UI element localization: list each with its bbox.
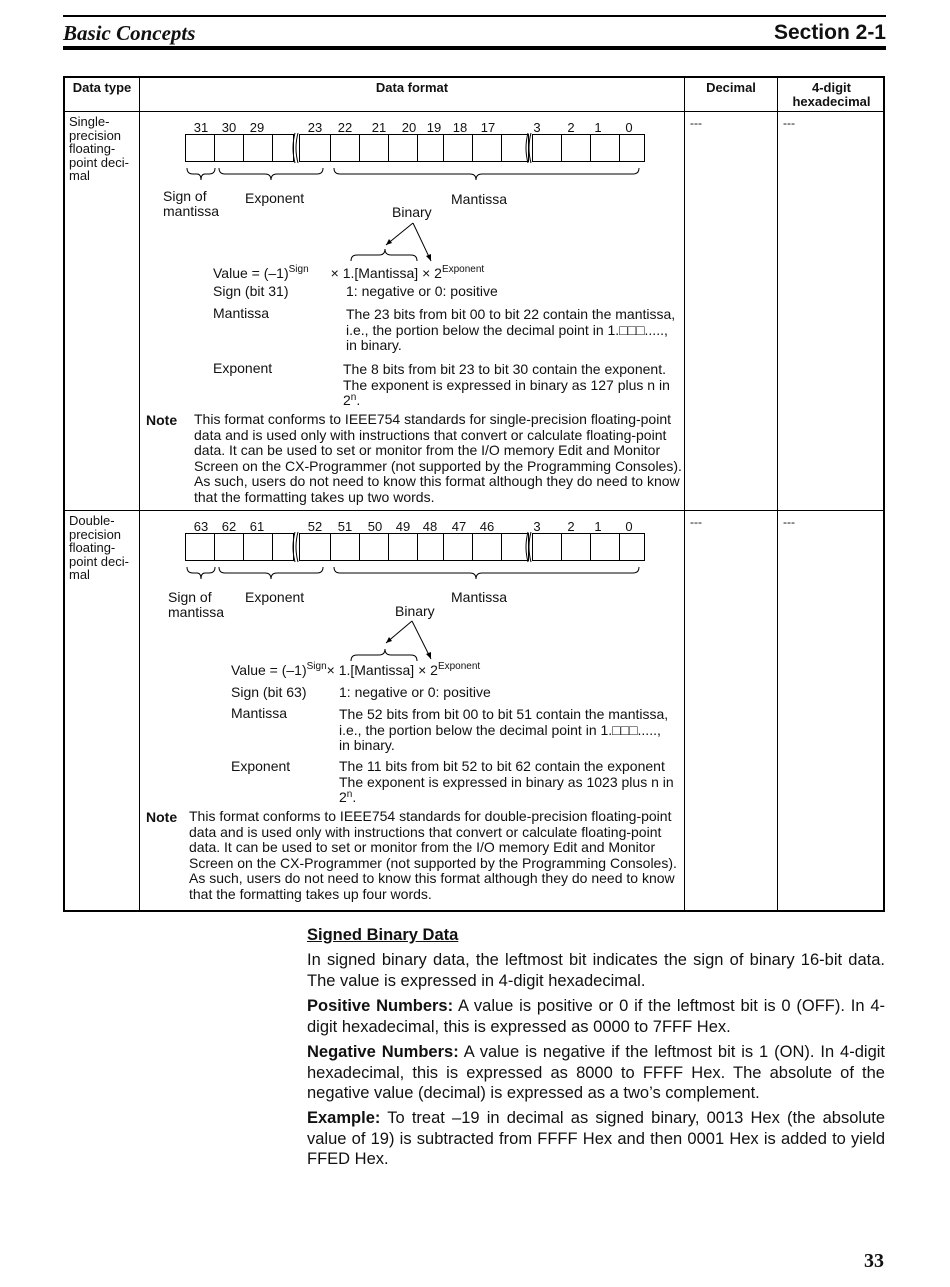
exponent-superscript: n	[346, 789, 353, 800]
header-rule-bottom	[63, 46, 886, 50]
mantissa-description: The 23 bits from bit 00 to bit 22 contain the mantissa, i.e., the portion below the decimal point in 1.□□□....., in binary.	[346, 306, 676, 353]
bit-number: 52	[307, 519, 323, 534]
negative-numbers-paragraph	[307, 1042, 885, 1104]
hex-value: ---	[783, 515, 795, 529]
bit-number: 0	[625, 120, 633, 135]
signed-binary-intro: In signed binary data, the leftmost bit indicates the sign of binary 16-bit data. The value is expressed in 4-digit hexadecimal.	[307, 951, 885, 990]
bit-break-marks	[185, 533, 645, 563]
column-divider	[777, 78, 778, 910]
bit-number: 61	[249, 519, 265, 534]
mantissa-term: Mantissa	[213, 305, 270, 321]
bit-number: 50	[367, 519, 383, 534]
bit-number: 18	[452, 120, 468, 135]
exponent-description	[339, 759, 674, 806]
exponent-description-end: .	[356, 392, 361, 408]
bit-number: 2	[567, 120, 575, 135]
decimal-value: ---	[690, 515, 702, 529]
formula-middle: × 1.[Mantissa] × 2	[330, 265, 442, 281]
bit-number: 17	[480, 120, 496, 135]
bit-number: 2	[567, 519, 575, 534]
bit-break-marks	[185, 134, 645, 164]
bit-number: 49	[395, 519, 411, 534]
exponent-field-label: Exponent	[245, 190, 305, 206]
sign-term: Sign (bit 31)	[213, 283, 289, 299]
bit-number: 48	[422, 519, 438, 534]
bit-cell-row	[185, 134, 645, 164]
negative-numbers-label: Negative Numbers:	[307, 1043, 459, 1061]
positive-numbers-text: A value is positive or 0 if the leftmost bit is 0 (OFF). In 4-digit hexadecimal, this is expressed as 0000 to 7FFF Hex.	[307, 997, 886, 1036]
row-data-type: Single- precision floating- point deci- mal	[69, 114, 129, 183]
sign-of-mantissa-label: Sign of mantissa	[168, 589, 225, 620]
binary-label: Binary	[392, 204, 432, 220]
exponent-field-label: Exponent	[245, 589, 305, 605]
sign-of-mantissa-label: Sign of mantissa	[163, 188, 220, 219]
negative-numbers-text: A value is negative if the leftmost bit is 1 (ON). In 4-digit hexadecimal, this is expressed as 8000 to FFFF Hex. The absolute of the negative value (decimal) is expressed as a two’s complement.	[307, 1043, 885, 1102]
binary-label: Binary	[395, 603, 435, 619]
formula-value: Value = (–1)	[213, 265, 289, 281]
bit-number: 51	[337, 519, 353, 534]
value-formula	[213, 264, 484, 281]
mantissa-field-label: Mantissa	[451, 191, 508, 207]
example-paragraph	[307, 1108, 885, 1170]
bit-number: 22	[337, 120, 353, 135]
section-title: Basic Concepts	[63, 21, 196, 45]
bit-number: 31	[193, 120, 209, 135]
page-number: 33	[864, 1250, 884, 1272]
bit-cell-row	[185, 533, 645, 563]
bit-number: 23	[307, 120, 323, 135]
header-data-type: Data type	[72, 80, 132, 95]
bit-number: 19	[426, 120, 442, 135]
data-format-table	[63, 76, 885, 912]
exponent-superscript: n	[350, 392, 357, 403]
positive-numbers-label: Positive Numbers:	[307, 997, 454, 1015]
formula-exponent-superscript: Exponent	[441, 264, 485, 275]
formula-sign-superscript: Sign	[288, 264, 309, 275]
decimal-value: ---	[690, 116, 702, 130]
note-text: This format conforms to IEEE754 standards for single-precision floating-point data and is used only with instructions that convert or calculate floating-point data. It can be used to set or monitor from the I/O memory Edit and Monitor Screen on the CX-Programmer (not supported by the Programming Consoles). As such, users do not need to know this format although they do need to know that the formatting takes up two words.	[194, 411, 682, 505]
exponent-term: Exponent	[231, 758, 291, 774]
bit-number: 1	[594, 519, 602, 534]
bit-number: 1	[594, 120, 602, 135]
exponent-description-text: The 8 bits from bit 23 to bit 30 contain the exponent. The exponent is expressed in binary as 127 plus n in 2	[343, 361, 670, 408]
formula-middle: × 1.[Mantissa] × 2	[326, 662, 438, 678]
exponent-description-end: .	[352, 789, 357, 805]
section-number: Section 2-1	[773, 21, 886, 44]
example-label: Example:	[307, 1109, 381, 1127]
sign-description: 1: negative or 0: positive	[346, 283, 498, 299]
formula-sign-superscript: Sign	[306, 661, 327, 672]
bit-number: 20	[401, 120, 417, 135]
single-precision-format	[141, 112, 685, 510]
bit-number: 63	[193, 519, 209, 534]
formula-exponent-superscript: Exponent	[437, 661, 481, 672]
mantissa-term: Mantissa	[231, 705, 288, 721]
note-label: Note	[146, 412, 178, 428]
header-decimal: Decimal	[706, 80, 756, 95]
bit-number: 21	[371, 120, 387, 135]
signed-binary-heading: Signed Binary Data	[307, 926, 459, 944]
bit-number: 62	[221, 519, 237, 534]
bit-number: 46	[479, 519, 495, 534]
sign-description: 1: negative or 0: positive	[339, 684, 491, 700]
note-label: Note	[146, 809, 178, 825]
value-formula	[231, 661, 480, 678]
formula-value: Value = (–1)	[231, 662, 307, 678]
bit-number: 47	[451, 519, 467, 534]
header-rule-top	[63, 15, 886, 17]
row-data-type: Double- precision floating- point deci- mal	[69, 513, 129, 582]
column-divider	[139, 78, 140, 910]
sign-term: Sign (bit 63)	[231, 684, 307, 700]
exponent-term: Exponent	[213, 360, 273, 376]
bit-number: 0	[625, 519, 633, 534]
double-precision-format	[141, 511, 685, 911]
bit-number: 30	[221, 120, 237, 135]
bit-number: 3	[533, 120, 541, 135]
bit-number: 29	[249, 120, 265, 135]
positive-numbers-paragraph	[307, 996, 885, 1037]
note-text: This format conforms to IEEE754 standards for double-precision floating-point data and is used only with instructions that convert or calculate floating-point data. It can be used to set or monitor from the I/O memory Edit and Monitor Screen on the CX-Programmer (not supported by the Programming Consoles). As such, users do not need to know this format although they do need to know that the formatting takes up four words.	[189, 808, 677, 902]
exponent-description	[343, 362, 678, 409]
header-data-format: Data format	[375, 80, 449, 95]
bit-number: 3	[533, 519, 541, 534]
hex-value: ---	[783, 116, 795, 130]
example-text: To treat –19 in decimal as signed binary, 0013 Hex (the absolute value of 19) is subtracted from FFFF Hex and then 0001 Hex is added to yield FFED Hex.	[307, 1109, 885, 1168]
exponent-description-text: The 11 bits from bit 52 to bit 62 contain the exponent The exponent is expressed in binary as 1023 plus n in 2	[339, 758, 674, 805]
header-hexadecimal: 4-digit hexadecimal	[792, 80, 871, 109]
mantissa-description: The 52 bits from bit 00 to bit 51 contain the mantissa, i.e., the portion below the decimal point in 1.□□□....., in binary.	[339, 706, 669, 753]
mantissa-field-label: Mantissa	[451, 589, 508, 605]
